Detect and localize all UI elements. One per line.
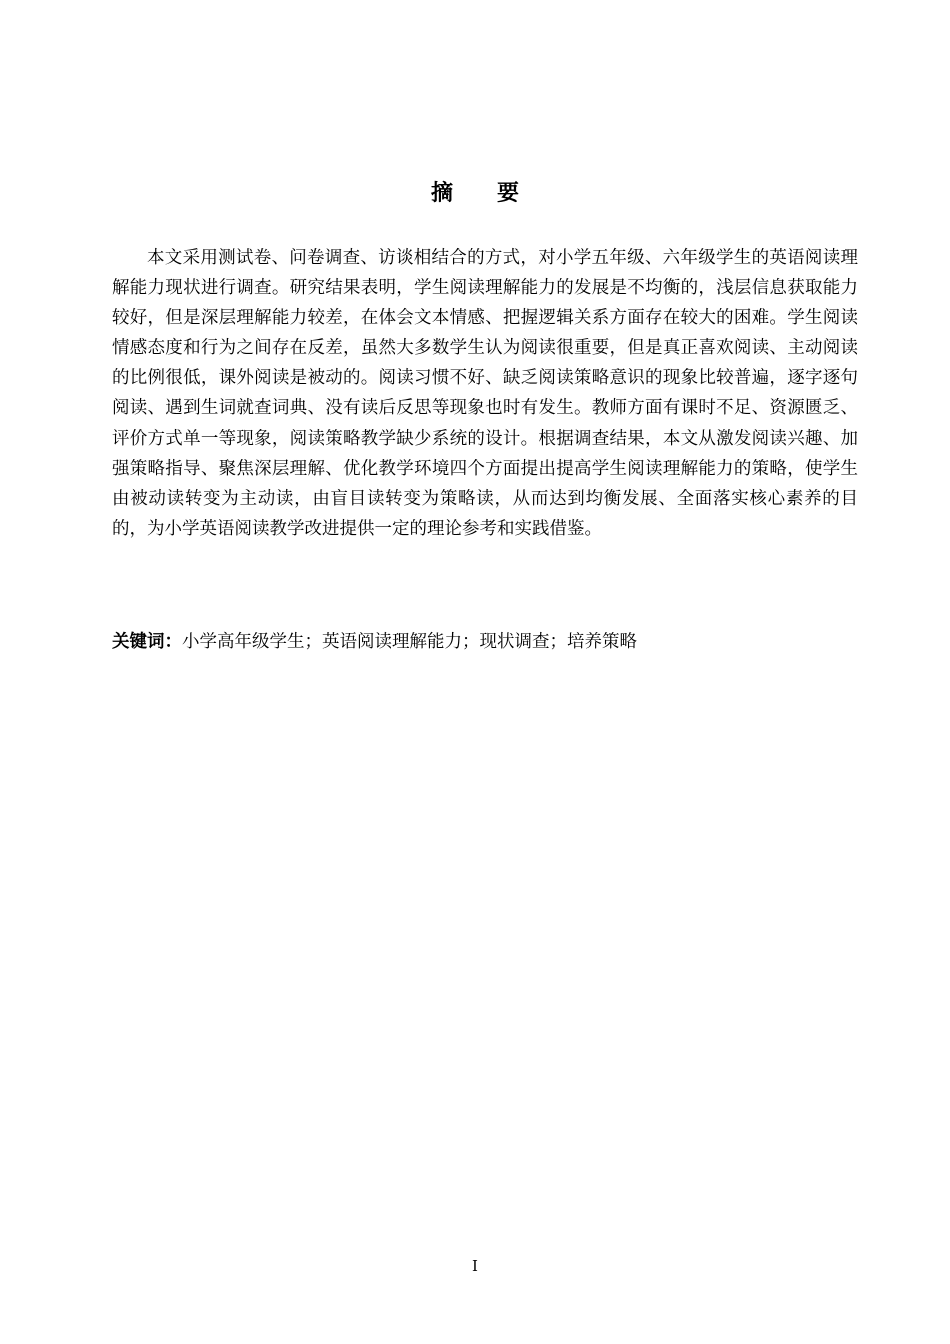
abstract-paragraph: 本文采用测试卷、问卷调查、访谈相结合的方式，对小学五年级、六年级学生的英语阅读理解能力现状进行调查。研究结果表明，学生阅读理解能力的发展是不均衡的，浅层信息获取能力较好，但是深层理解能力较差，在体会文本情感、把握逻辑关系方面存在较大的困难。学生阅读情感态度和行为之间存在反差，虽然大多数学生认为阅读很重要，但是真正喜欢阅读、主动阅读的比例很低，课外阅读是被动的。阅读习惯不好、缺乏阅读策略意识的现象比较普遍，逐字逐句阅读、遇到生词就查词典、没有读后反思等现象也时有发生。教师方面有课时不足、资源匮乏、评价方式单一等现象，阅读策略教学缺少系统的设计。根据调查结果，本文从激发阅读兴趣、加强策略指导、聚焦深层理解、优化教学环境四个方面提出提高学生阅读理解能力的策略，使学生由被动读转变为主动读，由盲目读转变为策略读，从而达到均衡发展、全面落实核心素养的目的，为小学英语阅读教学改进提供一定的理论参考和实践借鉴。 (112, 248, 858, 539)
page-number: I (472, 1257, 478, 1275)
keywords-line (112, 627, 858, 657)
page-title: 摘要 (430, 181, 563, 206)
keywords-label: 关键词： (112, 632, 182, 652)
keywords-text: 小学高年级学生；英语阅读理解能力；现状调查；培养策略 (182, 632, 637, 652)
